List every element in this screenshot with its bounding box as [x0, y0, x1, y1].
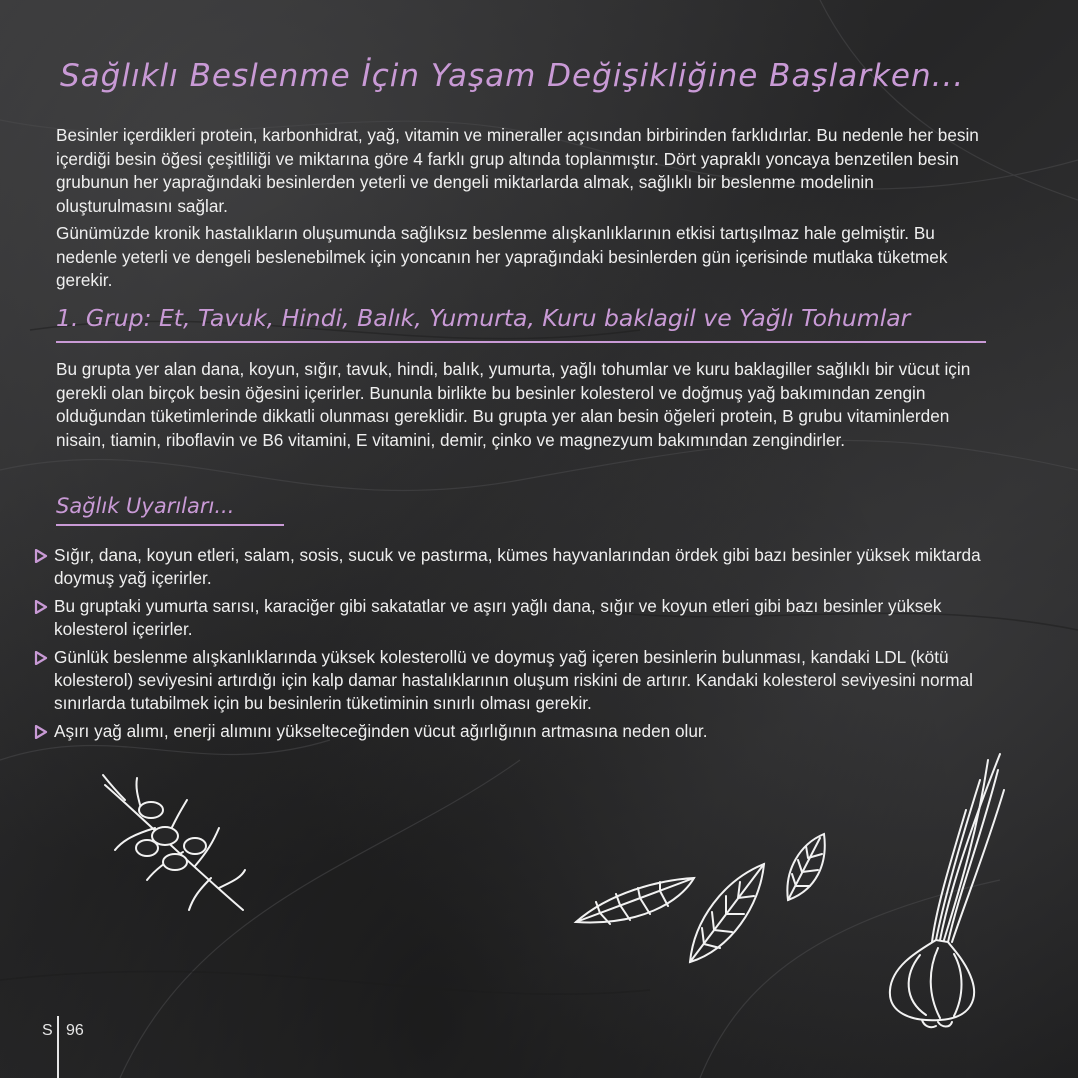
triangle-bullet-icon [34, 600, 48, 614]
list-item [34, 646, 994, 715]
warning-text: Günlük beslenme alışkanlıklarında yüksek kolesterollü ve doymuş yağ içeren besinlerin bulunması, kandaki LDL (kötü kolesterol) seviyesini artırdığı için kalp damar hastalıklarının oluşum riskini de artırır. Kandaki kolesterol seviyesini normal sınırlarda tutabilmek için bu besinlerin tüketiminin sınırlı olması gerekir. [54, 647, 973, 713]
list-item [34, 595, 994, 641]
warnings-heading: Sağlık Uyarıları... [56, 494, 235, 518]
triangle-bullet-icon [34, 725, 48, 739]
onion-icon [880, 750, 1010, 1030]
list-item [34, 720, 994, 743]
warning-text: Sığır, dana, koyun etleri, salam, sosis, sucuk ve pastırma, kümes hayvanlarından ördek gibi bazı besinler yüksek miktarda doymuş yağ içerirler. [54, 545, 981, 588]
group-heading-underline [56, 341, 986, 343]
warning-text: Aşırı yağ alımı, enerji alımını yükselteceğinden vücut ağırlığının artmasına neden olur. [54, 721, 708, 741]
triangle-bullet-icon [34, 651, 48, 665]
list-item [34, 544, 994, 590]
olive-branch-icon [95, 770, 255, 920]
triangle-bullet-icon [34, 549, 48, 563]
section-letter: S [42, 1022, 53, 1039]
page-number-divider [57, 1016, 59, 1078]
group-heading: 1. Grup: Et, Tavuk, Hindi, Balık, Yumurta, Kuru baklagil ve Yağlı Tohumlar [56, 304, 911, 332]
warnings-list [34, 544, 994, 748]
intro-paragraph-1: Besinler içerdikleri protein, karbonhidrat, yağ, vitamin ve mineraller açısından birbirinden farklıdırlar. Bu nedenle her besin içerdiği besin öğesi çeşitliliği ve miktarına göre 4 farklı grup altında toplanmıştır. Dört yapraklı yoncaya benzetilen besin grubunun her yaprağındaki besinlerden yeterli ve dengeli miktarlarda almak, sağlıklı bir beslenme modelinin oluşturulmasını sağlar. [56, 125, 979, 216]
leaf-icon [780, 830, 830, 905]
warnings-heading-underline [56, 524, 284, 526]
group-paragraph: Bu grupta yer alan dana, koyun, sığır, tavuk, hindi, balık, yumurta, yağlı tohumlar ve kuru baklagiller sağlıklı bir vücut için gerekli olan birçok besin öğesini içerirler. Bununla birlikte bu besinler kolesterol ve doğmuş yağ bakımından zengin olduğundan tüketimlerinde dikkatli olunması gereklidir. Bu grupta yer alan besin öğeleri protein, B grubu vitaminlerden nisain, tiamin, riboflavin ve B6 vitamini, E vitamini, demir, çinko ve magnezyum bakımından zengindirler. [56, 359, 971, 450]
leaf-icon [680, 860, 770, 970]
warning-text: Bu gruptaki yumurta sarısı, karaciğer gibi sakatatlar ve aşırı yağlı dana, sığır ve koyun etleri gibi bazı besinler yüksek kolesterol içerirler. [54, 596, 942, 639]
page-number: 96 [66, 1022, 84, 1039]
page-title: Sağlıklı Beslenme İçin Yaşam Değişikliğine Başlarken... [60, 58, 965, 94]
intro-paragraph-2: Günümüzde kronik hastalıkların oluşumunda sağlıksız beslenme alışkanlıklarının etkisi tartışılmaz hale gelmiştir. Bu nedenle yeterli ve dengeli beslenebilmek için yoncanın her yaprağındaki besinlerden gün içerisinde mutlaka tüketmek gerekir. [56, 223, 948, 290]
